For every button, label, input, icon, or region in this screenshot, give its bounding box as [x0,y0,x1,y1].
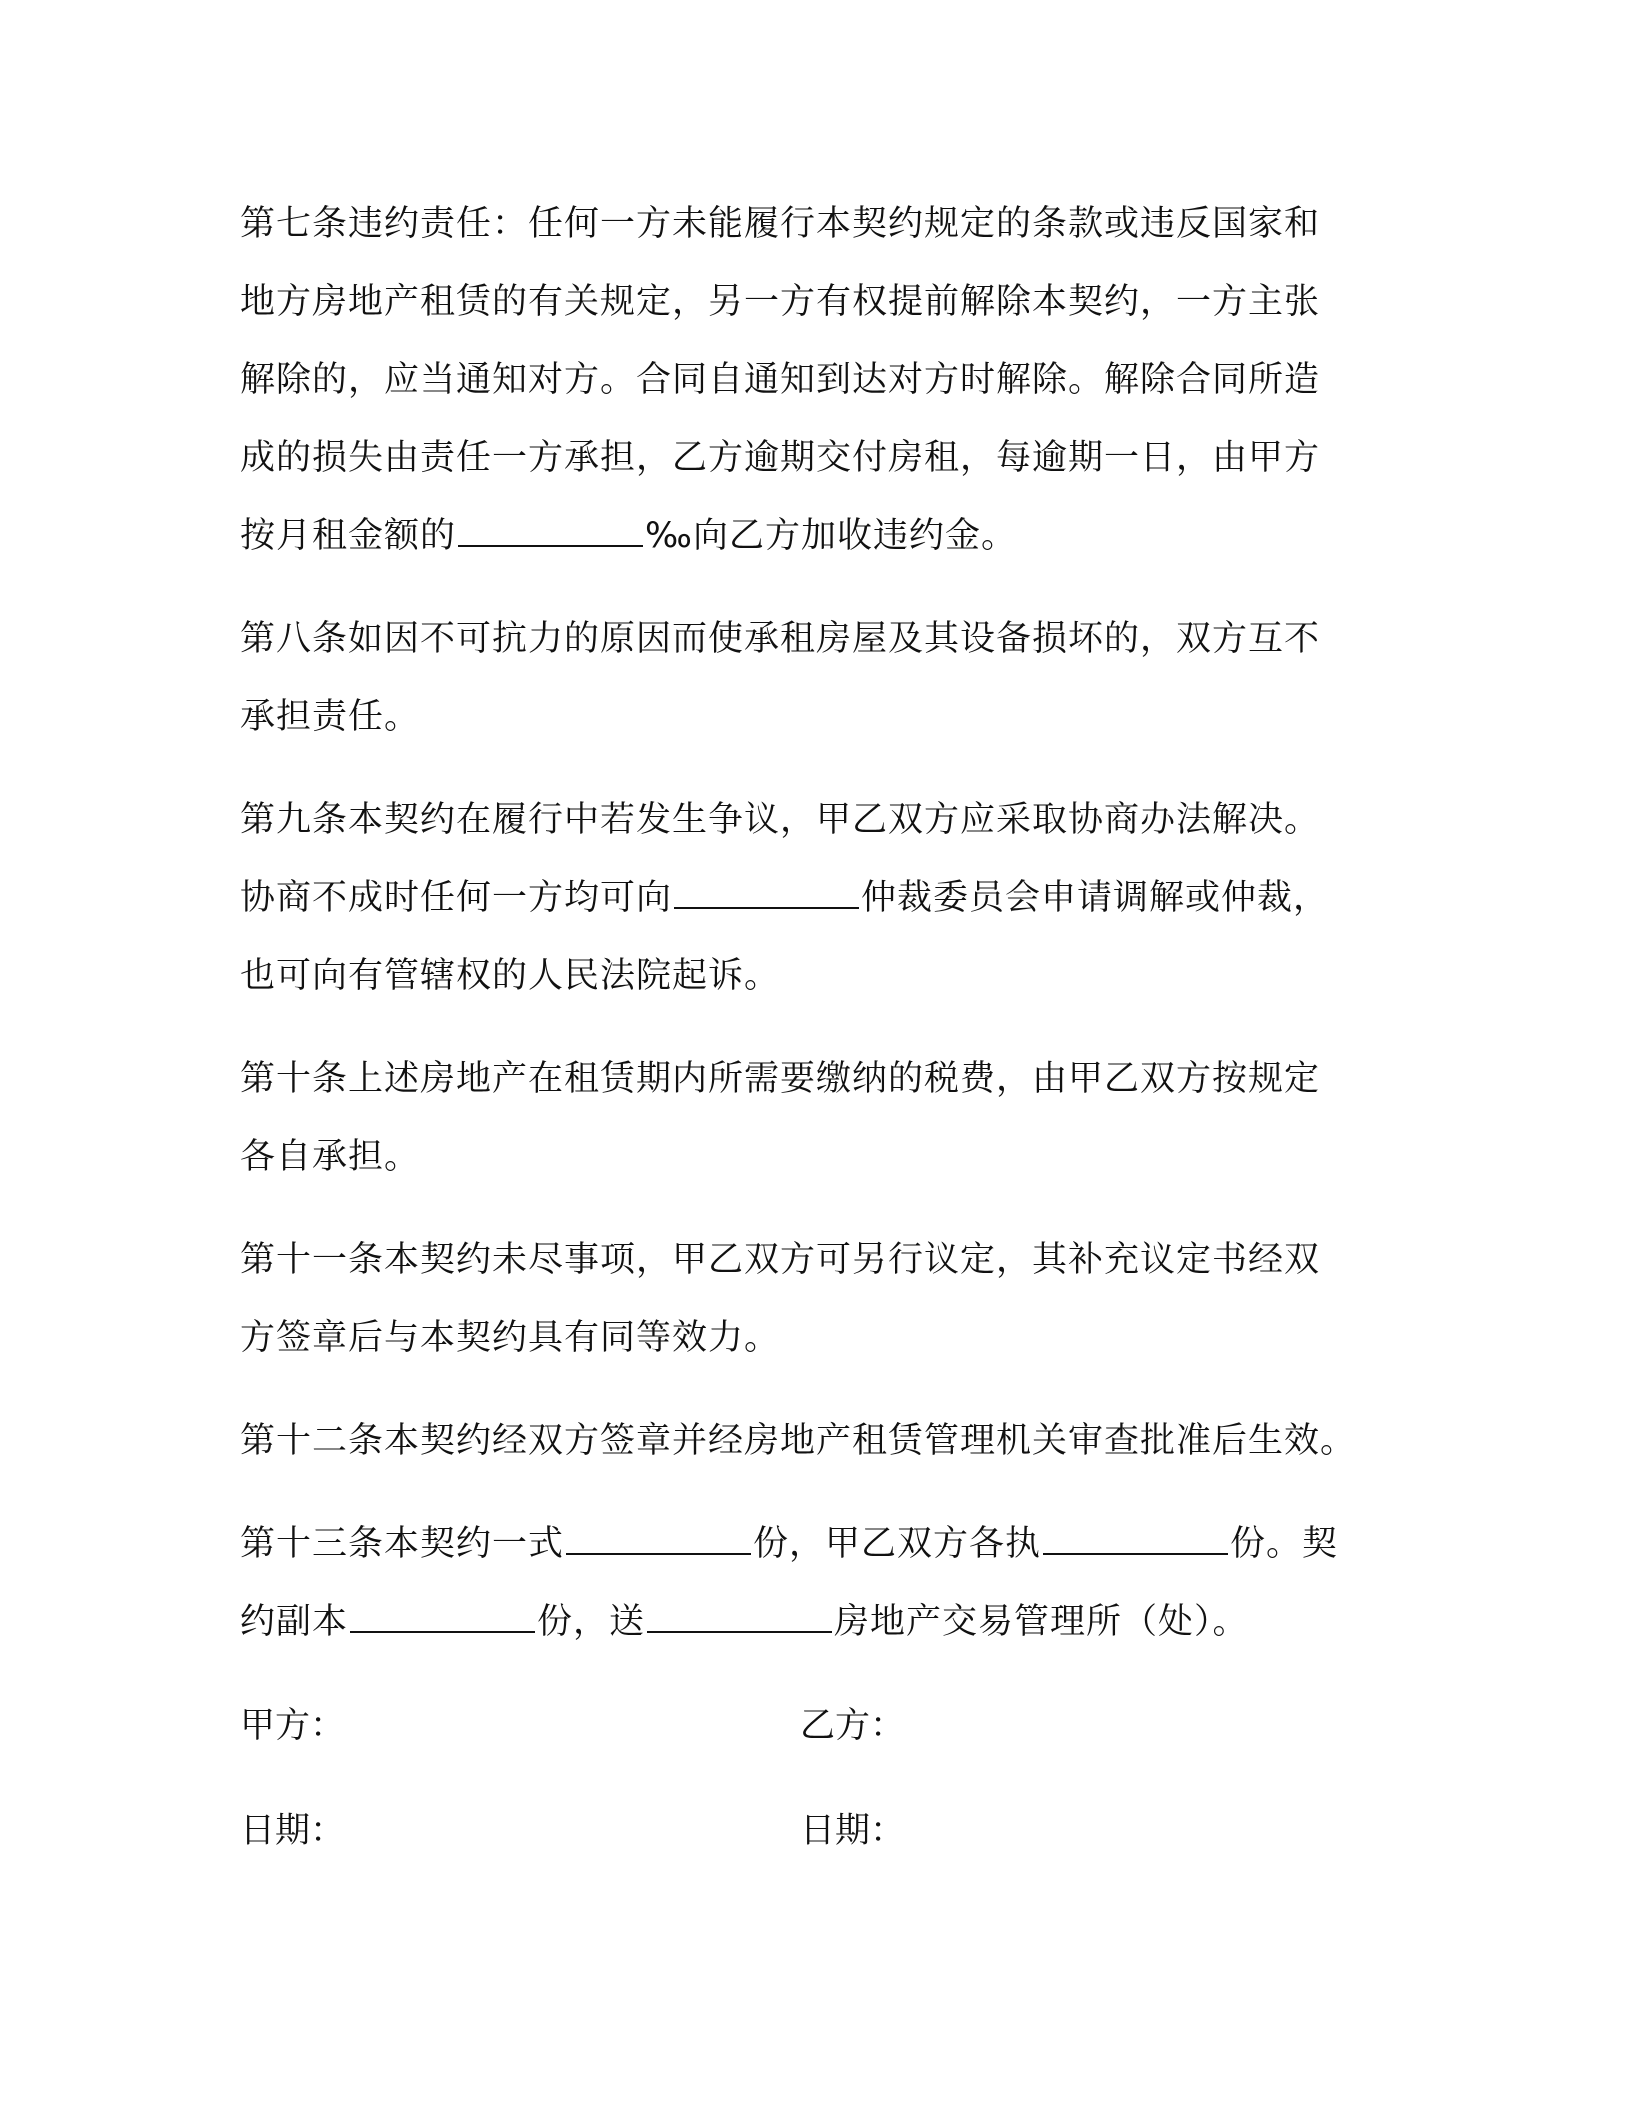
clause-10-line-2: 各自承担。 [240,1137,421,1177]
clause-13-line-2-c: 房地产交易管理所（处）。 [834,1602,1249,1642]
clause-7-line-2: 地方房地产租赁的有关规定，另一方有权提前解除本契约，一方主张 [240,282,1321,322]
clause-7-line-3: 解除的，应当通知对方。合同自通知到达对方时解除。解除合同所造 [240,360,1321,400]
clause-8-line-2: 承担责任。 [240,697,421,737]
party-b-date-label: 日期： [800,1811,906,1851]
total-copies-blank [566,1523,751,1555]
clause-13 [240,1505,1390,1661]
contract-body [240,185,1390,1896]
clause-9-line-2-start: 协商不成时任何一方均可向 [240,878,673,918]
party-a-label: 甲方： [240,1706,346,1746]
party-a-date-label: 日期： [240,1811,346,1851]
date-signature-row [240,1791,1390,1871]
clause-8-line-1: 第八条如因不可抗力的原因而使承租房屋及其设备损坏的，双方互不 [240,619,1321,659]
clause-11-line-2: 方签章后与本契约具有同等效力。 [240,1318,781,1358]
arbitration-committee-blank [674,877,859,909]
clause-7-line-4: 成的损失由责任一方承担，乙方逾期交付房租，每逾期一日，由甲方 [240,438,1321,478]
clause-10-line-1: 第十条上述房地产在租赁期内所需要缴纳的税费，由甲乙双方按规定 [240,1059,1321,1099]
clause-7-line-1: 第七条违约责任：任何一方未能履行本契约规定的条款或违反国家和 [240,204,1321,244]
trading-office-blank [647,1601,832,1633]
clause-9-line-2 [240,859,1390,937]
party-b-label: 乙方： [800,1706,906,1746]
clause-13-line-1 [240,1505,1390,1583]
clause-7-line-5-end: ‰向乙方加收违约金。 [645,516,1017,556]
clause-11-line-1: 第十一条本契约未尽事项，甲乙双方可另行议定，其补充议定书经双 [240,1240,1321,1280]
clause-9-line-3: 也可向有管辖权的人民法院起诉。 [240,956,781,996]
clause-8 [240,600,1390,756]
duplicate-copies-blank [350,1601,535,1633]
penalty-rate-blank [458,515,643,547]
clause-13-line-2-a: 约副本 [240,1602,349,1642]
clause-9-line-1: 第九条本契约在履行中若发生争议，甲乙双方应采取协商办法解决。 [240,800,1321,840]
clause-11 [240,1221,1390,1377]
clause-13-line-1-a: 第十三条本契约一式 [240,1524,565,1564]
party-signature-row [240,1686,1390,1766]
clause-7 [240,185,1390,575]
clause-7-line-5-start: 按月租金额的 [240,516,457,556]
clause-9 [240,781,1390,1015]
clause-13-line-2 [240,1583,1390,1661]
clause-13-line-1-b: 份，甲乙双方各执 [753,1524,1042,1564]
clause-13-line-1-c: 份。契 [1230,1524,1339,1564]
clause-10 [240,1040,1390,1196]
each-party-copies-blank [1043,1523,1228,1555]
clause-12 [240,1402,1390,1480]
clause-12-line-1: 第十二条本契约经双方签章并经房地产租赁管理机关审查批准后生效。 [240,1421,1357,1461]
clause-13-line-2-b: 份，送 [537,1602,646,1642]
clause-7-line-5 [240,497,1390,575]
clause-9-line-2-end: 仲裁委员会申请调解或仲裁， [861,878,1330,918]
